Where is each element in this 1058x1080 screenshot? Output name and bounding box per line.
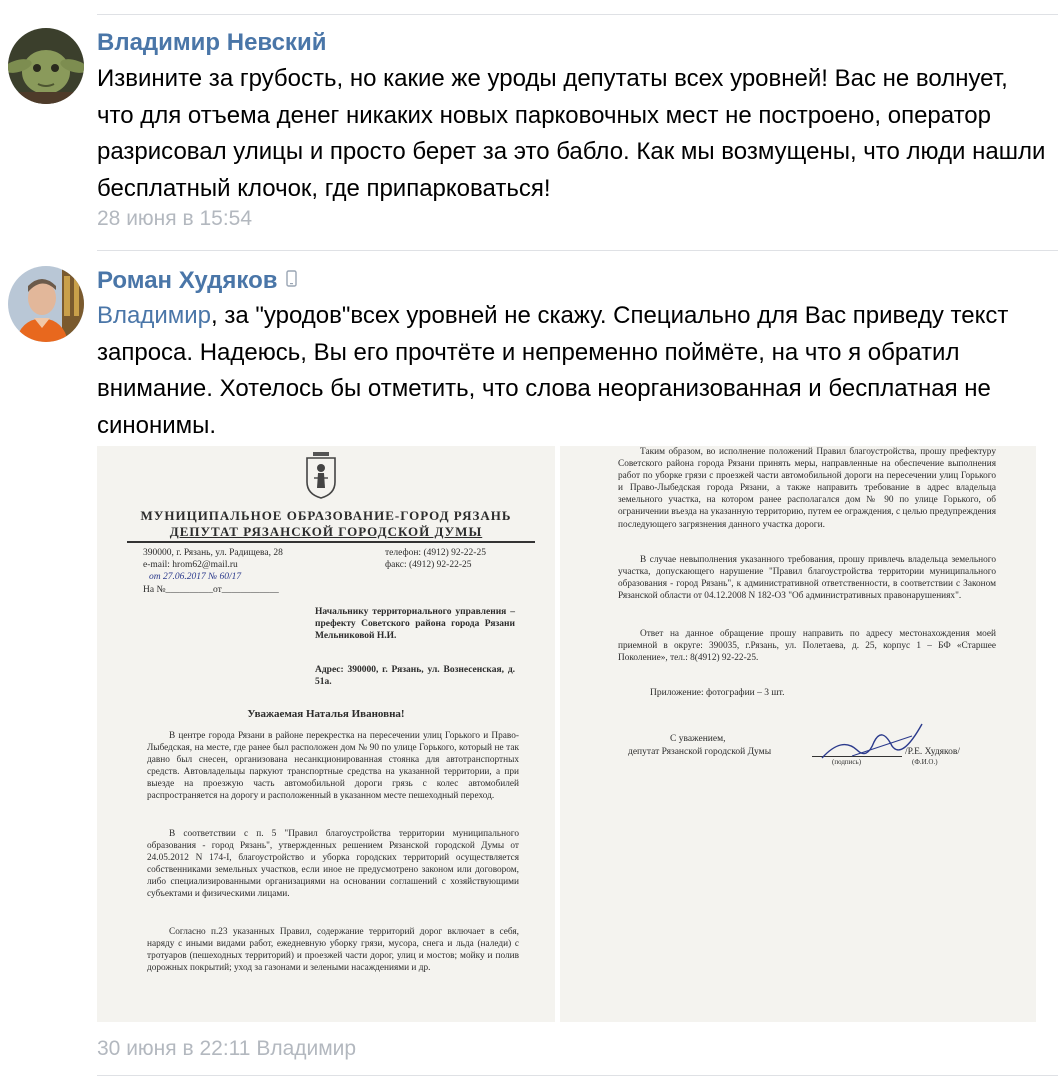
divider [97, 1075, 1058, 1076]
avatar[interactable] [8, 266, 84, 342]
sender-email: e-mail: hrom62@mail.ru [143, 560, 238, 570]
closing: С уважением, [670, 734, 726, 744]
salutation: Уважаемая Наталья Ивановна! [247, 708, 405, 720]
letter-paragraph: Таким образом, во исполнение положений Правил благоустройства, прошу префектуру Советского района города Рязани принять меры, направленные на обеспечение выполнения работ по уборке грязи с проезжей части автомобильной дороги на пересечении улиц Горького и Право-Лыбедская города Рязани, а также направить требование в адрес владельца земельного участка, на котором ранее располагался дом № 90 по улице Горького, об ограничении въезда на указанную территорию, путем ее ограждения, с целью предупреждения последующего загрязнения данного участка дороги. [618, 447, 996, 530]
recipient-address: Адрес: 390000, г. Рязань, ул. Вознесенская, д. 51а. [315, 665, 515, 687]
comment-timestamp[interactable]: 28 июня в 15:54 [97, 207, 253, 230]
attached-photo-letter-page-2[interactable] [560, 446, 1036, 1022]
coat-of-arms-icon [304, 450, 338, 500]
letter-paragraph: В центре города Рязани в районе перекрестка на пересечении улиц Горького и Право-Лыбедская, на месте, где ранее был расположен дом № 90 по улице Горького, который не так давно был снесен, организована несанкционированная стоянка для автотранспортных средств. Автовладельцы паркуют транспортные средства на указанной территории, а при выезде на проезжую часть автомобильной дороги грязь с колес автомобилей распространяется на дорогу и расположенный в указанном месте пешеходный переход. [147, 731, 519, 802]
mobile-phone-icon [286, 266, 297, 294]
letter-paragraph: В соответствии с п. 5 "Правил благоустройства территории муниципального образования - город Рязань", утвержденных решением Рязанской городской Думы от 24.05.2012 N 174-I, благоустройство и уборка городских территорий осуществляется собственниками земельных участков, если иное не предусмотрено законом или договором, либо специализированными организациями на основании соглашений с хозяйствующими субъектами и физическими лицами. [147, 829, 519, 900]
sender-address: 390000, г. Рязань, ул. Радищева, 28 [143, 548, 283, 558]
incoming-ref: На №__________от____________ [143, 585, 279, 595]
attachment-note: Приложение: фотографии – 3 шт. [650, 688, 785, 698]
comment-timestamp[interactable]: 30 июня в 22:11 [97, 1037, 251, 1060]
outgoing-number: от 27.06.2017 № 60/17 [149, 572, 242, 582]
comment-text: Извините за грубость, но какие же уроды депутаты всех уровней! Вас не волнует, что для отъема денег никаких новых парковочных мест не построено, оператор разрисовал улицы и просто берет за это бабло. Как мы возмущены, что люди нашли бесплатный клочок, где припарковаться! [97, 65, 1046, 202]
avatar-image [8, 266, 84, 342]
signature-caption: (подпись) [832, 758, 862, 766]
attached-photo-letter-page-1[interactable] [97, 446, 555, 1022]
letterhead-rule [127, 541, 535, 543]
letter-paragraph: Ответ на данное обращение прошу направить по адресу местонахождения моей приемной в округе: 390035, г.Рязань, ул. Полетаева, д. 25, корпус 1 – БФ «Старшее Поколение», тел.: 8(4912) 92-22-25. [618, 629, 996, 664]
comment-body: , за "уродов"всех уровней не скажу. Специально для Вас приведу текст запроса. Надеюсь, Вы его прочтёте и непременно поймёте, на что я обратил внимание. Хотелось бы отметить, что слова неорганизованная и бесплатная не синонимы. [97, 302, 1009, 439]
sender-fax: факс: (4912) 92-22-25 [385, 560, 472, 570]
divider [97, 250, 1058, 251]
avatar[interactable] [8, 28, 84, 104]
mention-link[interactable]: Владимир [97, 302, 212, 329]
comment-author[interactable] [97, 267, 297, 295]
letter-paragraph: В случае невыполнения указанного требования, прошу привлечь владельца земельного участка, допускающего нарушение "Правил благоустройства территории муниципального образования - город Рязань", к административной ответственности, в соответствии с Законом Рязанской области от 04.12.2008 N 182-ОЗ "Об административных правонарушениях". [618, 555, 996, 602]
comment-text [97, 298, 1047, 444]
letter-paragraph: Согласно п.23 указанных Правил, содержание территорий дорог включает в себя, наряду с иными видами работ, ежедневную уборку грязи, мусора, снега и льда (наледи) с тротуаров (пешеходных территорий) и проезжей части дорог, улиц и мостов; мойку и полив дорожных покрытий; уход за газонами и зелеными насаждениями и др. [147, 927, 519, 974]
signer-position: депутат Рязанской городской Думы [628, 747, 772, 757]
sender-phone: телефон: (4912) 92-22-25 [385, 548, 486, 558]
reply-to-link[interactable]: Владимир [256, 1037, 357, 1060]
avatar-image [8, 28, 84, 104]
signer-name: /Р.Е. Худяков/ [905, 747, 961, 757]
recipient: Начальнику территориального управления – префекту Советского района города Рязани Мельниковой Н.И. [315, 607, 515, 641]
author-name[interactable]: Роман Худяков [97, 267, 278, 294]
letterhead-org: МУНИЦИПАЛЬНОЕ ОБРАЗОВАНИЕ-ГОРОД РЯЗАНЬ [140, 508, 512, 523]
divider [97, 14, 1058, 15]
letterhead-deputy: ДЕПУТАТ РЯЗАНСКОЙ ГОРОДСКОЙ ДУМЫ [169, 524, 483, 539]
name-caption: (Ф.И.О.) [912, 758, 938, 766]
comment-meta [97, 1037, 356, 1061]
comment-author[interactable]: Владимир Невский [97, 29, 327, 56]
